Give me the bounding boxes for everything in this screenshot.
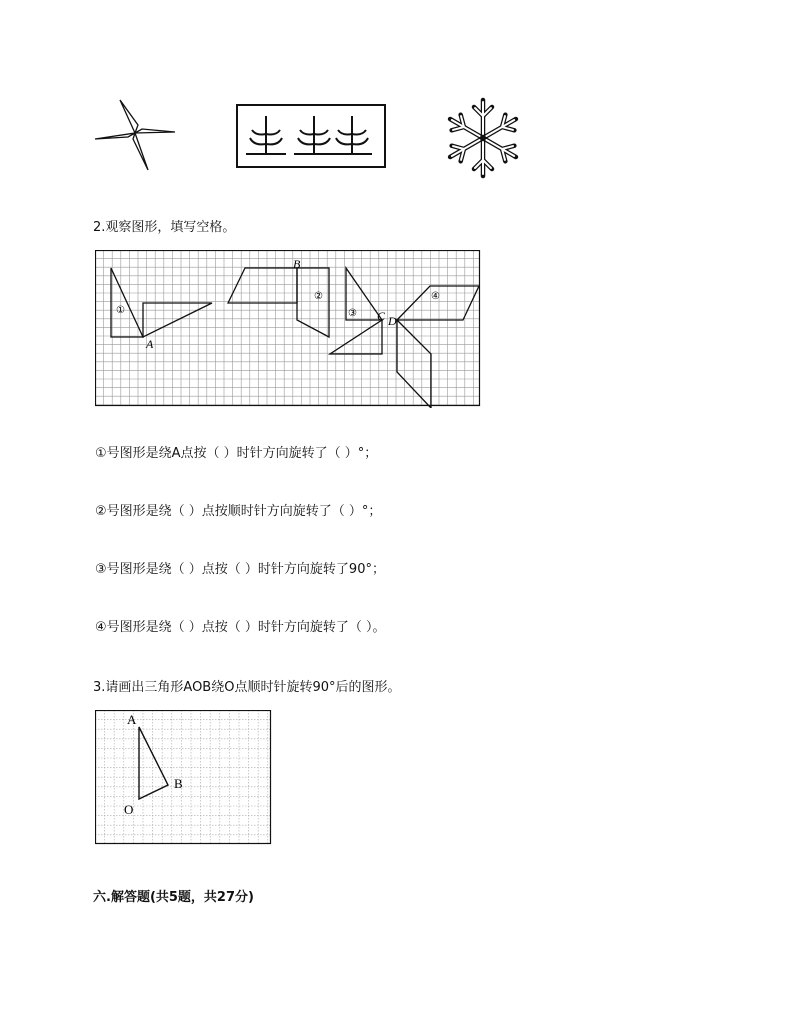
label-shape-4: ④ xyxy=(431,291,440,302)
section-6-heading: 六.解答题(共5题，共27分) xyxy=(93,890,254,905)
shape-1-rotated-triangle xyxy=(143,303,212,337)
question-3-prompt: 3.请画出三角形AOB绕O点顺时针旋转90°后的图形。 xyxy=(93,680,401,695)
shape-d-parallelogram xyxy=(397,320,431,408)
label-vertex-b: B xyxy=(174,776,183,791)
shape-2-quad xyxy=(297,268,329,337)
triangle-aob-grid xyxy=(95,710,273,846)
grass-frame-figure xyxy=(236,104,386,168)
rotation-grid xyxy=(95,250,481,408)
triangle-aob xyxy=(139,727,168,799)
shape-3-rotated-triangle xyxy=(330,320,382,354)
label-vertex-a: A xyxy=(127,712,137,727)
label-vertex-o: O xyxy=(124,802,134,817)
label-point-d: D xyxy=(388,314,397,328)
question-2-prompt: 2.观察图形，填写空格。 xyxy=(93,220,236,235)
question-2-line-2: ②号图形是绕（ ）点按顺时针方向旋转了（ ）°； xyxy=(95,504,382,519)
label-point-c: C xyxy=(377,309,386,323)
label-point-a: A xyxy=(146,337,154,351)
question-2-line-3: ③号图形是绕（ ）点按（ ）时针方向旋转了90°； xyxy=(95,562,385,577)
label-shape-1: ① xyxy=(116,305,125,316)
pinwheel-figure xyxy=(90,95,180,175)
shape-b-parallelogram xyxy=(228,268,297,303)
label-shape-3: ③ xyxy=(348,308,357,319)
label-point-b: B xyxy=(293,257,301,271)
question-2-line-4: ④号图形是绕（ ）点按（ ）时针方向旋转了（ ）。 xyxy=(95,620,386,635)
question-2-line-1: ①号图形是绕A点按（ ）时针方向旋转了（ ）°； xyxy=(95,446,378,461)
snowflake-figure xyxy=(440,95,526,181)
label-shape-2: ② xyxy=(314,291,323,302)
